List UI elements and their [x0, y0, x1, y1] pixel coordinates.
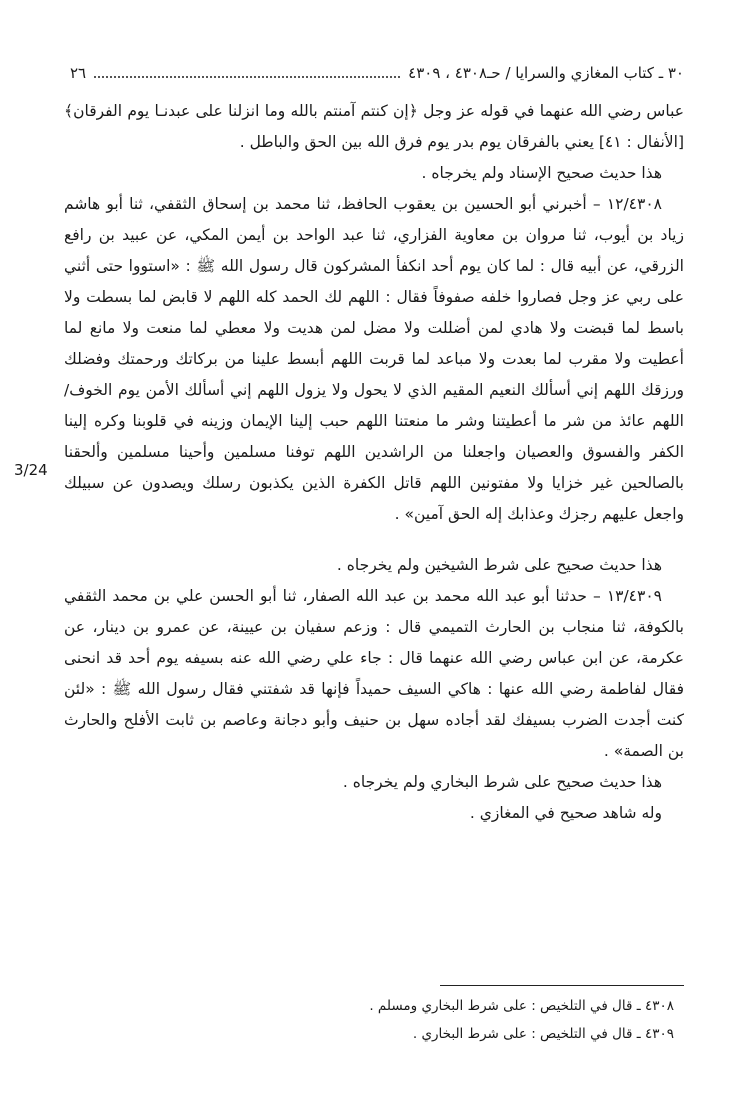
margin-volume-reference: 3/24	[14, 461, 48, 479]
paragraph-grading: هذا حديث صحيح على شرط البخاري ولم يخرجاه .	[342, 773, 662, 791]
paragraph-intro: عباس رضي الله عنهما في قوله عز وجل ﴿إن كنتم آمنتم بالله وما انزلنا على عبدنـا يوم الفرقان﴾ [الأنفال : ٤١] يعني بالفرقان يوم بدر يوم فرق الله بين الحق والباطل .	[64, 102, 684, 151]
paragraph-hadith-4308: ١٢/٤٣٠٨ – أخبرني أبو الحسين بن يعقوب الحافظ، ثنا محمد بن إسحاق الثقفي، ثنا أبو هاشم زياد بن أيوب، ثنا مروان بن معاوية الفزاري، ثنا عبد الواحد بن أيمن المكي، عن عبيد بن رافع الزرقي، عن أبيه قال : لما كان يوم أحد انكفأ المشركون قال رسول الله ﷺ : «استووا حتى أثني على ربي عز وجل فصاروا خلفه صفوفاً فقال : اللهم لك الحمد كله اللهم لا قابض لما بسطت ولا باسط لما قبضت ولا هادي لمن أضللت ولا مضل لمن هديت ولا معطي لما منعت ولا مانع لما أعطيت ولا مقرب لما بعدت ولا مباعد لما قربت اللهم أبسط علينا من بركاتك ورحمتك وفضلك ورزقك اللهم إني أسألك النعيم المقيم الذي لا يحول ولا يزول اللهم إني أسألك الأمن يوم الخوف/ اللهم عائذ من شر ما أعطيتنا وشر ما منعتنا اللهم حبب إلينا الإيمان وزينه في قلوبنا وكره إلينا الكفر والفسوق والعصيان واجعلنا من الراشدين اللهم توفنا مسلمين وأحينا مسلمين وألحقنا بالصالحين غير خزايا ولا مفتونين اللهم قاتل الكفرة الذين يكذبون رسلك ويصدون عن سبيلك واجعل عليهم رجزك وعذابك إله الحق آمين» .	[64, 195, 684, 523]
page-number: ٢٦	[70, 64, 87, 82]
paragraph-hadith-4309: ١٣/٤٣٠٩ – حدثنا أبو عبد الله محمد بن عبد الله الصفار، ثنا أبو الحسن علي بن محمد الثقفي بالكوفة، ثنا منجاب بن الحارث التميمي قال : وزعم سفيان بن عيينة، عن عمرو بن دينار، عن عكرمة، عن ابن عباس رضي الله عنهما قال : جاء علي رضي الله عنه بسيفه يوم أحد قد انحنى فقال لفاطمة رضي الله عنها : هاكي السيف حميداً فإنها قد شفتني فقال رسول الله ﷺ : «لئن كنت أجدت الضرب بسيفك لقد أجاده سهل بن حنيف وأبو دجانة وعاصم بن ثابت الأفلح والحارث بن الصمة» .	[64, 587, 684, 760]
footnote-4308: ٤٣٠٨ ـ قال في التلخيص : على شرط البخاري ومسلم .	[369, 998, 674, 1014]
paragraph-grading: هذا حديث صحيح الإسناد ولم يخرجاه .	[421, 164, 662, 182]
footnotes	[64, 992, 684, 1048]
paragraph-grading: هذا حديث صحيح على شرط الشيخين ولم يخرجاه .	[336, 556, 662, 574]
footnote-rule	[440, 985, 684, 986]
footnote-4309: ٤٣٠٩ ـ قال في التلخيص : على شرط البخاري .	[412, 1026, 674, 1042]
paragraph-shahid: وله شاهد صحيح في المغازي .	[469, 804, 662, 822]
running-title: ٣٠ ـ كتاب المغازي والسرايا / حـ٤٣٠٨ ، ٤٣٠٩	[408, 64, 684, 82]
main-text	[64, 96, 684, 829]
page-header	[62, 58, 684, 88]
header-dotted-leader	[94, 68, 400, 78]
